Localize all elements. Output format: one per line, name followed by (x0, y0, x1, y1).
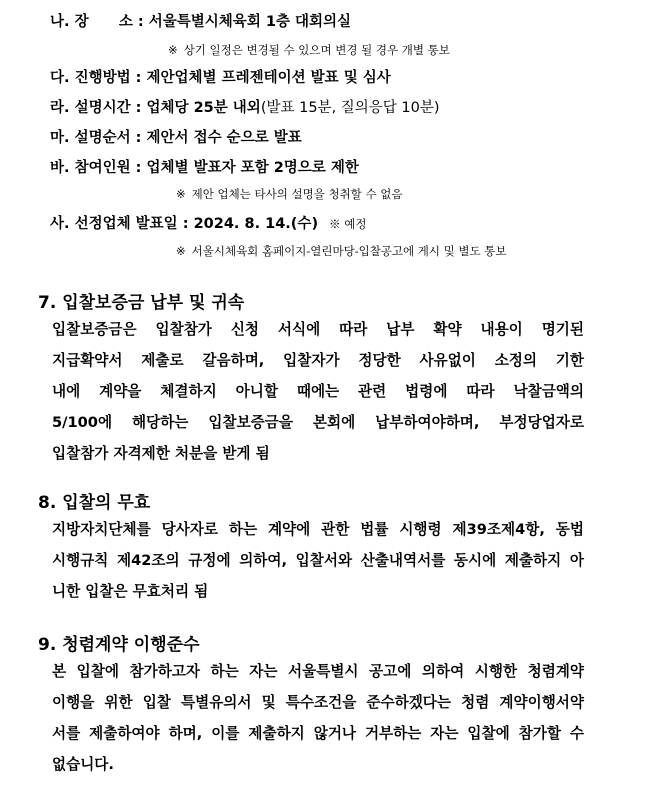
order-label: 마. 설명순서 : (50, 130, 147, 146)
reference-mark-icon: ※ (176, 244, 186, 258)
paragraph-line: 니한 입찰은 무효처리 됨 (52, 583, 209, 600)
reference-mark-icon: ※ (168, 43, 178, 57)
order-row (50, 126, 302, 147)
paragraph-line: 내에 계약을 체결하지 아니할 때에는 관련 법령에 따라 낙찰금액의 (52, 383, 584, 400)
section-8-title: 8. 입찰의 무효 (38, 493, 151, 513)
attendees-note-text: 제안 업체는 타사의 설명을 청취할 수 없음 (191, 187, 403, 201)
method-row (50, 66, 391, 87)
venue-value: 서울특별시체육회 1층 대회의실 (148, 14, 352, 30)
paragraph-line: 시행규칙 제42조의 규정에 의하여, 입찰서와 산출내역서를 동시에 제출하지 아 (52, 552, 584, 569)
paragraph-line: 5/100에 해당하는 입찰보증금을 본회에 납부하여야하며, 부정당업자로 (52, 414, 584, 431)
section-9-body (52, 656, 584, 780)
paragraph-line: 입찰보증금은 입찰참가 신청 서식에 따라 납부 확약 내용이 명기된 (52, 321, 584, 338)
paragraph-line: 없습니다. (52, 756, 114, 773)
method-label: 다. 진행방법 : (50, 70, 147, 86)
attendees-row (50, 156, 359, 177)
paragraph-line: 지방자치단체를 당사자로 하는 계약에 관한 법률 시행령 제39조제4항, 동법 (52, 521, 584, 538)
announce-row (50, 212, 367, 233)
announce-note (176, 243, 507, 259)
venue-note-text: 상기 일정은 변경될 수 있으며 변경 될 경우 개별 통보 (183, 43, 450, 57)
attendees-label: 바. 참여인원 : (50, 160, 147, 176)
time-value: 업체당 25분 내외 (146, 100, 261, 116)
announce-label: 사. 선정업체 발표일 : (50, 216, 194, 232)
time-row (50, 96, 440, 117)
paragraph-line: 이행을 위한 입찰 특별유의서 및 특수조건을 준수하겠다는 청렴 계약이행서약 (52, 694, 584, 711)
order-value: 제안서 접수 순으로 발표 (146, 130, 302, 146)
paragraph-line: 지급확약서 제출로 갈음하며, 입찰자가 정당한 사유없이 소정의 기한 (52, 352, 584, 369)
section-7-title: 7. 입찰보증금 납부 및 귀속 (38, 293, 245, 313)
reference-mark-icon: ※ (329, 217, 341, 231)
attendees-note (176, 186, 402, 202)
paragraph-line: 입찰참가 자격제한 처분을 받게 됨 (52, 445, 270, 462)
venue-row (50, 10, 351, 31)
announce-suffix (329, 217, 366, 231)
paragraph-line: 서를 제출하여야 하며, 이를 제출하지 않거나 거부하는 자는 입찰에 참가할 수 (52, 725, 584, 742)
paragraph-line: 본 입찰에 참가하고자 하는 자는 서울특별시 공고에 의하여 시행한 청렴계약 (52, 663, 584, 680)
section-8-body (52, 514, 584, 607)
section-9-title: 9. 청렴계약 이행준수 (38, 635, 200, 655)
attendees-value: 업체별 발표자 포함 2명으로 제한 (146, 160, 359, 176)
section-7-body (52, 314, 584, 469)
reference-mark-icon: ※ (176, 187, 186, 201)
announce-note-text: 서울시체육회 홈페이지-열린마당-입찰공고에 게시 및 별도 통보 (191, 244, 507, 258)
time-detail: (발표 15분, 질의응답 10분) (260, 100, 440, 116)
announce-value: 2024. 8. 14.(수) (193, 216, 319, 232)
venue-label: 나. 장 소 : (50, 14, 149, 30)
announce-suffix-text: 예정 (344, 217, 367, 231)
method-value: 제안업체별 프레젠테이션 발표 및 심사 (146, 70, 391, 86)
time-label: 라. 설명시간 : (50, 100, 147, 116)
venue-note (168, 42, 450, 58)
